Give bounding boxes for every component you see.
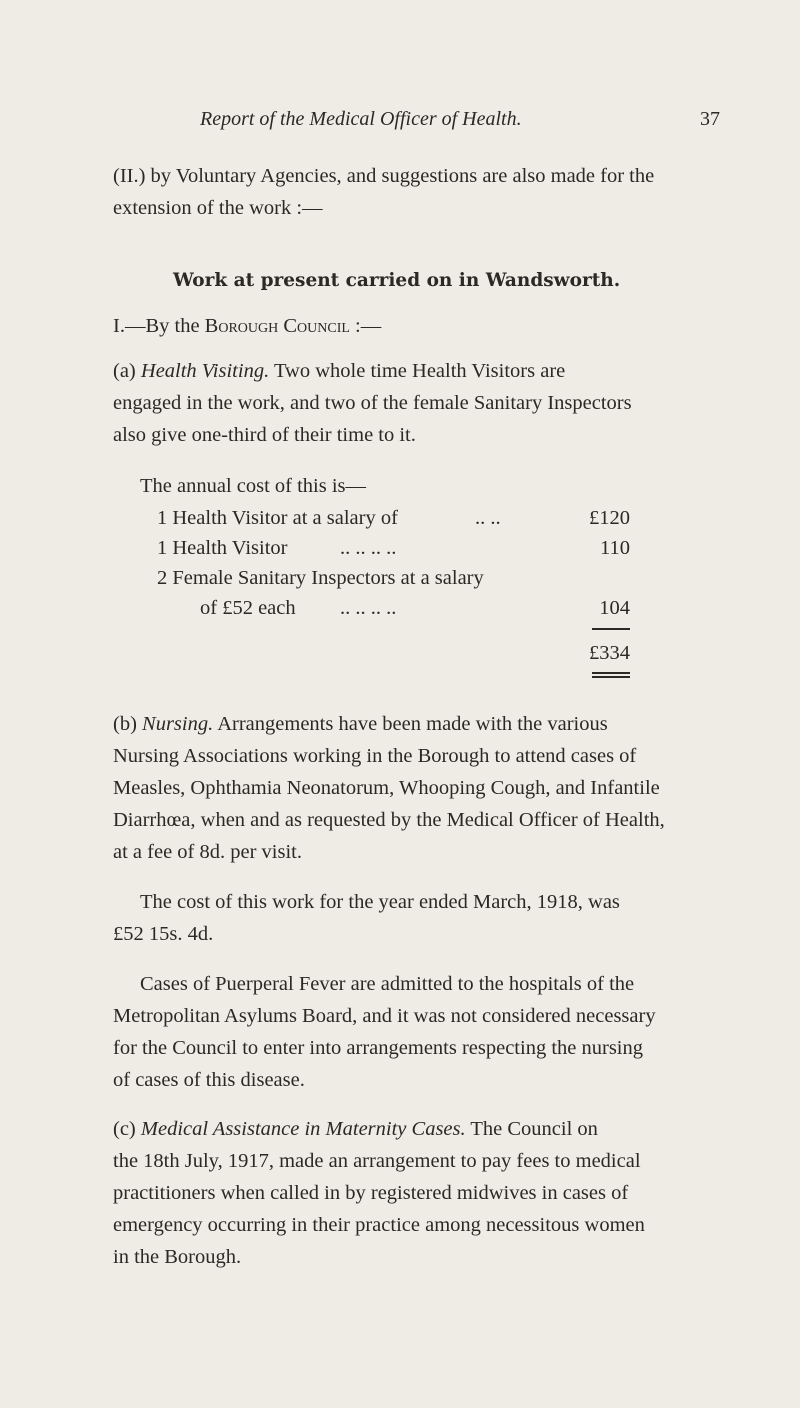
para-c-line1-rest: The Council on [465, 1118, 598, 1140]
para-cost-line-2: £52 15s. 4d. [113, 923, 214, 945]
cost-row-label: 1 Health Visitor [157, 537, 288, 559]
para-puerperal-line-1: Cases of Puerperal Fever are admitted to the hospitals of the [140, 973, 635, 995]
part1-heading [113, 310, 723, 342]
cost-row-amount: 104 [599, 597, 630, 619]
borough-council-label: Borough Council [204, 315, 350, 337]
para-a-title: Health Visiting. [140, 360, 270, 382]
para-c-line-5: in the Borough. [113, 1246, 242, 1268]
para-b-title: Nursing. [142, 713, 214, 735]
para-b-line-4: Diarrhœa, when and as requested by the Medical Officer of Health, [113, 809, 665, 831]
intro-line-1: (II.) by Voluntary Agencies, and suggestions are also made for the [113, 165, 655, 187]
cost-row-label: 1 Health Visitor at a salary of [157, 507, 398, 529]
para-c-line-2: the 18th July, 1917, made an arrangement to pay fees to medical [113, 1150, 641, 1172]
para-puerperal-line-4: of cases of this disease. [113, 1069, 305, 1091]
para-c-line-3: practitioners when called in by registered midwives in cases of [113, 1182, 629, 1204]
para-c-title: Medical Assistance in Maternity Cases. [140, 1118, 466, 1140]
para-puerperal-line-2: Metropolitan Asylums Board, and it was not considered necessary [113, 1005, 656, 1027]
cost-row-amount: £120 [589, 507, 630, 529]
cost-intro: The annual cost of this is— [140, 475, 367, 497]
cost-row-leader: .. .. [475, 507, 501, 529]
para-a-line1-rest: Two whole time Health Visitors are [269, 360, 566, 382]
total-double-rule-2 [592, 676, 630, 678]
para-a-line-1 [113, 355, 723, 387]
para-cost-line-1: The cost of this work for the year ended March, 1918, was [140, 891, 620, 913]
cost-total: £334 [589, 642, 630, 664]
section-heading: Work at present carried on in Wandsworth. [173, 270, 621, 291]
para-b-line-2: Nursing Associations working in the Borough to attend cases of [113, 745, 637, 767]
cost-row-leader: .. .. .. .. [340, 597, 397, 619]
para-b-line-5: at a fee of 8d. per visit. [113, 841, 302, 863]
para-a-line-3: also give one-third of their time to it. [113, 424, 416, 446]
para-b-marker: (b) [113, 713, 143, 735]
part1-suffix: :— [349, 315, 382, 337]
para-a-line-2: engaged in the work, and two of the female Sanitary Inspectors [113, 392, 632, 414]
cost-row-label: of £52 each [200, 597, 296, 619]
total-double-rule-1 [592, 672, 630, 674]
page-number: 37 [700, 108, 720, 130]
total-top-rule [592, 628, 630, 630]
para-b-line1-rest: Arrangements have been made with the various [213, 713, 608, 735]
cost-row-leader: .. .. .. .. [340, 537, 397, 559]
para-a-marker: (a) [113, 360, 141, 382]
cost-row-label: 2 Female Sanitary Inspectors at a salary [157, 567, 484, 589]
part1-prefix: I.—By the [113, 315, 205, 337]
para-b-line-1 [113, 708, 723, 740]
para-c-line-4: emergency occurring in their practice among necessitous women [113, 1214, 645, 1236]
running-header-title: Report of the Medical Officer of Health. [200, 108, 522, 130]
cost-row-amount: 110 [600, 537, 630, 559]
para-c-line-1 [113, 1113, 723, 1145]
para-puerperal-line-3: for the Council to enter into arrangements respecting the nursing [113, 1037, 643, 1059]
para-c-marker: (c) [113, 1118, 141, 1140]
para-b-line-3: Measles, Ophthamia Neonatorum, Whooping Cough, and Infantile [113, 777, 660, 799]
intro-line-2: extension of the work :— [113, 197, 323, 219]
